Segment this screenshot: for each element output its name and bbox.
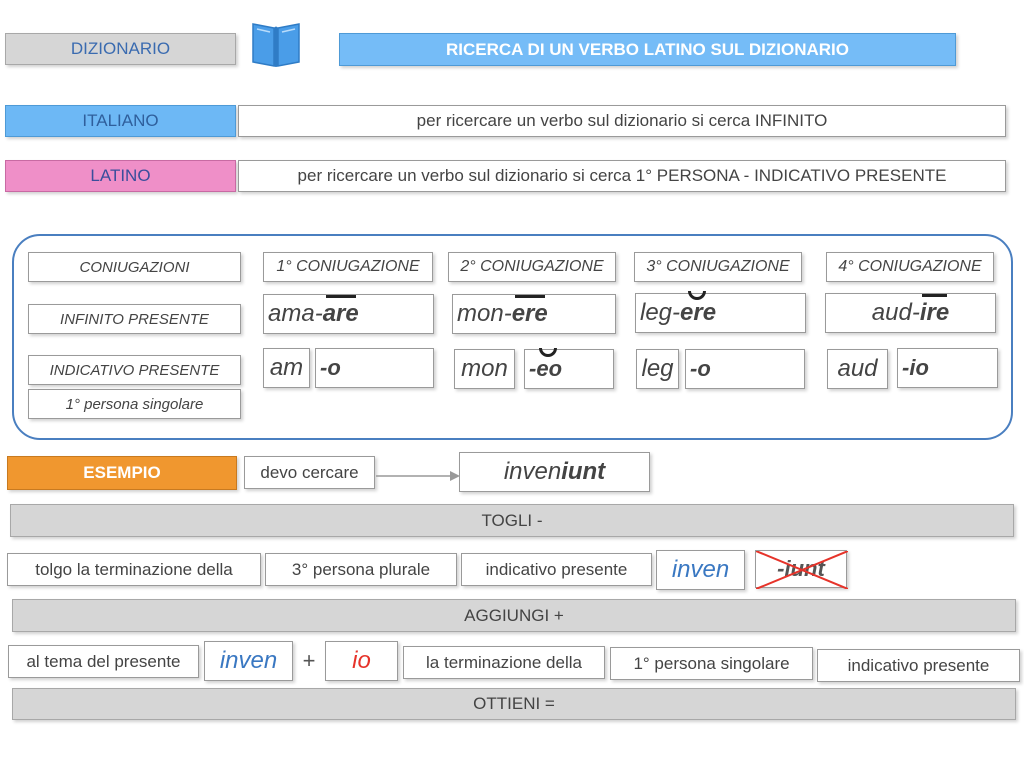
row-label-coniugazioni-text: CONIUGAZIONI [79, 258, 190, 276]
indicativo-ending-box-1 [315, 348, 434, 388]
togli-item-2-text: 3° persona plurale [291, 559, 431, 579]
example-word-stem: inven [503, 458, 562, 485]
aggiungi-stem-text: inven [219, 647, 278, 674]
togli-item-2 [265, 553, 457, 586]
devo-cercare [244, 456, 375, 489]
togli-bar [10, 504, 1014, 537]
togli-item-1 [7, 553, 261, 586]
latino-label [5, 160, 236, 192]
plus-sign-text: + [302, 648, 316, 673]
devo-cercare-text: devo cercare [260, 462, 359, 482]
header-coniugazione-1 [263, 252, 433, 282]
indicativo-stem-box-3 [636, 349, 679, 389]
aggiungi-ending-text: io [352, 647, 371, 674]
dizionario-text: DIZIONARIO [70, 39, 171, 58]
indicativo-ending-2-accent: e [536, 356, 549, 381]
header-coniugazione-3-text: 3° CONIUGAZIONE [646, 258, 790, 275]
infinito-stem-3: leg- [640, 299, 681, 326]
latino-rule [238, 160, 1006, 192]
aggiungi-tema-text: al tema del presente [26, 651, 181, 671]
togli-stem [656, 550, 745, 590]
latino-rule-text: per ricercare un verbo sul dizionario si cerca 1° PERSONA - INDICATIVO PRESENTE [297, 166, 947, 185]
page-title-text: RICERCA DI UN VERBO LATINO SUL DIZIONARIO [446, 39, 849, 59]
indicativo-ending-box-2 [524, 349, 614, 389]
aggiungi-tema [8, 645, 199, 678]
indicativo-stem-box-2 [454, 349, 515, 389]
aggiungi-item-2-text: 1° persona singolare [633, 653, 790, 673]
infinito-coniugazione-4 [825, 293, 996, 333]
header-coniugazione-4 [826, 252, 994, 282]
row-label-infinito-text: INFINITO PRESENTE [60, 310, 209, 328]
open-book-icon [250, 20, 302, 68]
indicativo-stem-box-1 [263, 348, 310, 388]
infinito-coniugazione-1 [263, 294, 434, 334]
indicativo-ending-1: -o [320, 355, 341, 380]
example-word [459, 452, 650, 492]
indicativo-stem-3: leg [641, 355, 674, 382]
header-coniugazione-4-text: 4° CONIUGAZIONE [838, 258, 982, 275]
plus-sign [296, 648, 322, 678]
aggiungi-item-3 [817, 649, 1020, 682]
infinito-ending-1: are [322, 300, 359, 327]
ottieni-bar [12, 688, 1016, 720]
infinito-ending-2: ere [511, 300, 548, 327]
aggiungi-item-1-text: la terminazione della [426, 652, 582, 672]
aggiungi-text: AGGIUNGI + [464, 605, 564, 625]
indicativo-ending-4: -io [902, 355, 929, 380]
ottieni-text: OTTIENI = [473, 694, 555, 713]
togli-removed-ending [755, 550, 847, 588]
italiano-rule-text: per ricercare un verbo sul dizionario si cerca INFINITO [416, 111, 828, 130]
indicativo-stem-2: mon [461, 355, 508, 382]
aggiungi-bar [12, 599, 1016, 632]
esempio-text: ESEMPIO [83, 463, 161, 482]
indicativo-ending-3: -o [690, 356, 711, 381]
row-label-indicativo-text: INDICATIVO PRESENTE [49, 361, 220, 379]
togli-text: TOGLI - [481, 510, 543, 530]
aggiungi-item-1 [403, 646, 605, 679]
page-title [339, 33, 956, 66]
italiano-label [5, 105, 236, 137]
indicativo-ending-2-dash: - [529, 356, 537, 381]
row-label-indicativo [28, 355, 241, 385]
example-word-ending: iunt [561, 458, 606, 485]
infinito-stem-2: mon- [457, 300, 512, 327]
indicativo-ending-box-3 [685, 349, 805, 389]
infinito-stem-4: aud- [871, 299, 920, 326]
dizionario-label [5, 33, 236, 65]
aggiungi-item-3-text: indicativo presente [847, 655, 990, 675]
italiano-rule [238, 105, 1006, 137]
header-coniugazione-1-text: 1° CONIUGAZIONE [276, 258, 420, 275]
togli-item-1-text: tolgo la terminazione della [35, 559, 233, 579]
esempio-label [7, 456, 237, 490]
italiano-text: ITALIANO [82, 111, 159, 130]
aggiungi-stem [204, 641, 293, 681]
infinito-coniugazione-2 [452, 294, 616, 334]
infinito-stem-1: ama- [268, 300, 323, 327]
aggiungi-item-2 [610, 647, 813, 680]
togli-item-3 [461, 553, 652, 586]
row-label-infinito [28, 304, 241, 334]
infinito-ending-3: ere [680, 299, 717, 326]
header-coniugazione-2 [448, 252, 616, 282]
row-label-coniugazioni [28, 252, 241, 282]
row-label-persona [28, 389, 241, 419]
arrow-right-icon [376, 469, 460, 483]
infinito-coniugazione-3 [635, 293, 806, 333]
indicativo-stem-4: aud [837, 355, 878, 382]
togli-stem-text: inven [671, 556, 730, 583]
infinito-ending-4: ire [919, 299, 950, 326]
indicativo-ending-2-post: o [548, 356, 563, 381]
indicativo-stem-box-4 [827, 349, 888, 389]
header-coniugazione-2-text: 2° CONIUGAZIONE [460, 258, 604, 275]
latino-text: LATINO [90, 166, 151, 185]
cross-out-icon [756, 551, 848, 589]
togli-item-3-text: indicativo presente [485, 559, 628, 579]
indicativo-stem-1: am [269, 354, 304, 381]
header-coniugazione-3 [634, 252, 802, 282]
togli-removed-text: -iunt [777, 556, 825, 581]
aggiungi-ending [325, 641, 398, 681]
indicativo-ending-box-4 [897, 348, 998, 388]
row-label-persona-text: 1° persona singolare [65, 395, 204, 413]
